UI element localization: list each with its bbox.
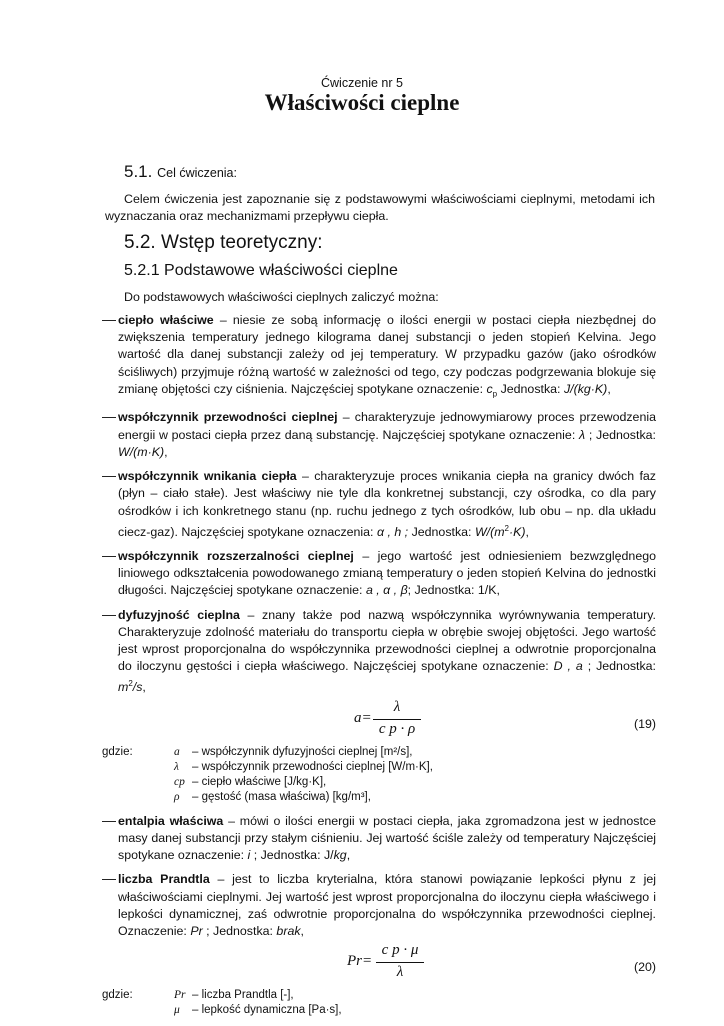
formula-denominator: c p · ρ (378, 720, 416, 737)
equation-eq20 (102, 942, 656, 988)
equation-number: (20) (633, 960, 656, 975)
section-label: Cel ćwiczenia: (157, 166, 237, 180)
item-text: – niesie ze sobą informację o ilości energii w postaci ciepła niezbędnej do zwiększenia temperatury jednego kilograma danej substancji o jeden stopień Kelvina. Jego wartość dla danej substancji zależy od jej temperatury. W przypadku gazów (jako ośrodków ściśliwych) przyjmuje różną wartość w zależności od tego, czy podczas podgrzewania blokuje się zmianę objętości czy ciśnienia. Najczęściej spotykane oznaczenie: (118, 313, 656, 396)
item-text: λ (579, 427, 586, 442)
list-item (102, 548, 656, 600)
legend-row (102, 760, 656, 775)
item-text: α , h ; (376, 524, 409, 539)
formula-numerator: c p · μ (381, 942, 419, 959)
symbol: λ (174, 760, 179, 773)
properties-list (102, 312, 656, 1026)
item-text: , (164, 444, 168, 459)
item-term: dyfuzyjność cieplna (118, 607, 240, 622)
item-text: K (488, 583, 497, 598)
section-5-1-paragraph: Celem ćwiczenia jest zapoznanie się z podstawowymi właściwościami cieplnymi, metodami ich wyznaczania oraz mechanizmami przepływu ciepła. (105, 192, 655, 223)
legend-row (102, 775, 656, 790)
item-text: brak (276, 924, 301, 938)
formula-lhs: a= (354, 709, 372, 726)
item-text: – znany także pod nazwą współczynnika wyrównywania temperatury. Charakteryzuje zdolność materiału do transportu ciepła w obrębie swojej objętości. Jego wartość jest wprost proporcjonalna do współczynnika przewodności cieplnej a odwrotnie proporcjonalna do iloczynu gęstości i ciepła właściwego. Najczęściej spotykane oznaczenie: (118, 607, 656, 674)
intro-text: Do podstawowych właściwości cieplnych zaliczyć można: (124, 290, 439, 304)
formula-numerator: λ (393, 698, 401, 715)
formula-lhs: Pr= (347, 953, 373, 970)
item-text: , (142, 680, 146, 695)
symbol-description: – ciepło właściwe [J/kg·K], (192, 775, 327, 788)
list-item (102, 409, 656, 461)
item-text: ; Jednostka: (582, 659, 657, 674)
list-item (102, 468, 656, 541)
symbol-description: – lepkość dynamiczna [Pa·s], (192, 1004, 342, 1017)
legend-row (102, 988, 656, 1003)
exercise-number: Ćwiczenie nr 5 (321, 76, 403, 90)
list-item (102, 813, 656, 865)
item-text: – charakteryzuje jednowymiarowy proces przewodzenia energii w postaci ciepła przez daną substancję. Najczęściej spotykane oznaczenie: (118, 410, 656, 442)
item-text: W/(m·K) (118, 444, 165, 459)
page-title: Właściwości cieplne (264, 90, 460, 115)
section-5-1-heading (124, 162, 237, 182)
section-5-2-heading: 5.2. Wstęp teoretyczny: (124, 232, 323, 253)
item-text: Jednostka: (408, 524, 475, 539)
formula-denominator: λ (396, 964, 404, 981)
item-text: , (496, 583, 500, 598)
section-number: 5.1. (124, 162, 153, 181)
item-text: 2 (504, 523, 509, 533)
fraction-bar (373, 719, 421, 720)
item-text: , (346, 848, 351, 863)
where-label: gdzie: (102, 745, 133, 758)
list-item (102, 607, 656, 697)
item-text: kg (333, 848, 347, 863)
symbol: a (174, 745, 180, 758)
item-term: współczynnik rozszerzalności cieplnej (118, 549, 354, 564)
dash-bullet-icon: — (102, 467, 116, 484)
item-text: i (247, 848, 251, 863)
symbol-description: – liczba Prandtla [-], (192, 989, 294, 1002)
item-term: współczynnik przewodności cieplnej (118, 410, 338, 425)
item-text: – charakteryzuje proces wnikania ciepła na granicy dwóch faz (płyn – ciało stałe). Jest właściwy nie tyle dla konkretnej substancji, czy ośrodka, co dla pary ośrodków i ich konkretnego stanu (np. ruchu jednego z tych ośrodków, lub obu – np. dla układu ciecz-gaz). Najczęściej spotykane oznaczenia: (118, 469, 656, 539)
item-text: Pr (190, 924, 203, 938)
item-text: 2 (128, 679, 133, 689)
symbol: μ (174, 1004, 180, 1017)
symbol-description: – gęstość (masa właściwa) [kg/m³], (192, 790, 371, 803)
legend-row (102, 745, 656, 760)
equation-number: (19) (633, 716, 656, 731)
symbol-description: – współczynnik przewodności cieplnej [W/m·K], (192, 760, 433, 773)
dash-bullet-icon: — (102, 811, 116, 828)
item-text: , (300, 924, 304, 938)
legend-row (102, 790, 656, 805)
item-text: W/(m (474, 524, 505, 539)
item-text: a , α , β (365, 583, 408, 598)
item-text: ; Jednostka: (202, 924, 277, 938)
item-text: ; Jednostka: 1/ (407, 583, 489, 598)
item-text: – mówi o ilości energii w postaci ciepła, jaka zgromadzona jest w jednostce masy danej substancji przy stałym ciśnieniu. Jej wartość ściśle zależy od temperatury Najczęściej spotykane oznaczenie: (118, 813, 656, 863)
symbol: cp (174, 775, 185, 788)
item-text: Jednostka: (497, 381, 564, 396)
dash-bullet-icon: — (102, 605, 116, 622)
item-text: D , a (553, 659, 583, 674)
item-text: , (607, 381, 611, 396)
item-text: – jego wartość jest odniesieniem bezwzględnego liniowego odkształcenia powodowanego zmianą temperatury o jeden stopień Kelvina do jednostki długości. Najczęściej spotykane oznaczenie: (118, 549, 656, 598)
item-text: m (118, 680, 129, 695)
dash-bullet-icon: — (102, 311, 116, 327)
list-item (102, 871, 656, 940)
item-text: – jest to liczba kryterialna, która stanowi powiązanie lepkości płynu z jej właściwościami cieplnymi. Jej wartość jest wprost proporcjonalna do iloczynu ciepła właściwego i lepkości dynamicznej, zaś odwrotnie proporcjonalna do współczynnika przewodności cieplnej. Oznaczenie: (118, 872, 657, 938)
symbol-legend (102, 988, 656, 1018)
item-term: liczba Prandtla (118, 872, 210, 887)
item-text: ·K) (508, 524, 526, 539)
item-term: ciepło właściwe (118, 313, 214, 327)
symbol-description: – współczynnik dyfuzyjności cieplnej [m²/s], (192, 745, 413, 758)
list-item (102, 312, 656, 402)
subsection-heading: 5.2.1 Podstawowe właściwości cieplne (124, 262, 398, 279)
item-text: p (492, 389, 498, 399)
dash-bullet-icon: — (102, 408, 116, 425)
item-text: , (525, 524, 529, 539)
where-label: gdzie: (102, 989, 133, 1002)
symbol: ρ (174, 790, 180, 803)
item-text: c (486, 381, 493, 396)
item-term: współczynnik wnikania ciepła (118, 469, 297, 484)
item-text: ; Jednostka: J/ (250, 848, 334, 863)
item-text: ; Jednostka: (585, 427, 656, 442)
symbol: Pr (174, 989, 186, 1002)
legend-row (102, 1003, 656, 1018)
item-term: entalpia właściwa (118, 813, 224, 828)
fraction-bar (376, 962, 424, 963)
dash-bullet-icon: — (102, 547, 116, 564)
item-text: J/(kg·K) (563, 381, 608, 396)
item-text: /s (132, 680, 143, 695)
equation-eq19 (102, 699, 656, 745)
symbol-legend (102, 745, 656, 805)
dash-bullet-icon: — (102, 870, 116, 887)
